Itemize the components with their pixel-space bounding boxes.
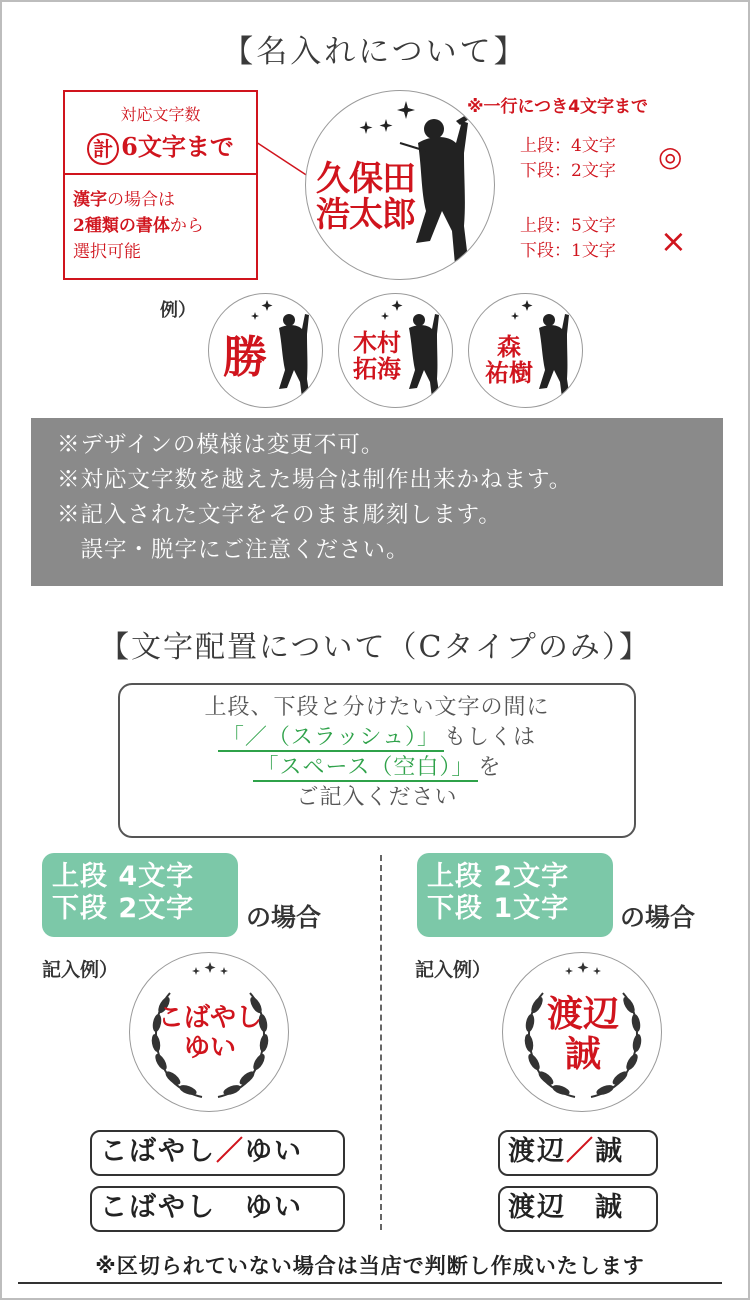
slash-separator: ／ <box>216 1136 245 1167</box>
character-limit-top <box>65 92 256 175</box>
main-golfer-stamp <box>305 90 495 280</box>
total-mark: 計 <box>87 133 119 165</box>
footer-note: ※区切られていない場合は当店で判断し作成いたします <box>18 1250 722 1284</box>
example-stamp <box>338 293 453 408</box>
example-label: 例） <box>160 300 196 321</box>
example-stamp <box>468 293 583 408</box>
entry-example-label: 記入例） <box>415 959 492 981</box>
wreath-stamp-text: 渡辺 誠 <box>546 994 619 1075</box>
wreath-stamp-right <box>502 952 662 1112</box>
instruction-box <box>118 683 636 838</box>
kanji-note-line: 2種類の書体から <box>73 216 204 236</box>
wreath-stamp-text: こばやし ゆい <box>157 1003 262 1063</box>
slash-separator: ／ <box>566 1136 595 1167</box>
entry-box-space-right: 渡辺 誠 <box>498 1186 658 1232</box>
case-suffix: の場合 <box>246 903 322 932</box>
slash-instruction: 「／（スラッシュ）」 <box>218 726 444 752</box>
note-line: ※デザインの模様は変更不可。 <box>57 432 385 458</box>
note-line: ※対応文字数を越えた場合は制作出来かねます。 <box>57 467 573 493</box>
kanji-note-line: 選択可能 <box>73 242 141 262</box>
section-title-layout: 【文字配置について（Cタイプのみ）】 <box>99 630 651 665</box>
entry-box-space-left: こばやし ゆい <box>90 1186 345 1232</box>
layout-pill-left: 上段 4文字 下段 2文字 <box>42 853 238 937</box>
entry-box-slash-right: 渡辺／誠 <box>498 1130 658 1176</box>
example-stamp-text: 勝 <box>223 332 267 383</box>
column-divider <box>380 855 382 1230</box>
kanji-note-line: 漢字の場合は <box>73 190 175 210</box>
stamp-name-text: 久保田 浩太郎 <box>316 159 415 235</box>
notes-panel <box>31 418 723 586</box>
space-instruction: 「スペース（空白）」 <box>253 756 479 782</box>
wreath-stamp-left <box>129 952 289 1112</box>
instruction-line: 「スペース（空白）」 を <box>120 753 634 783</box>
instruction-line: ご記入ください <box>296 785 458 810</box>
case-suffix: の場合 <box>620 903 696 932</box>
ng-example: 上段：5文字 下段：1文字 <box>520 216 616 261</box>
ok-mark-icon: ◎ <box>658 140 683 173</box>
instruction-line: 上段、下段と分けたい文字の間に <box>204 695 550 720</box>
note-line: 誤字・脱字にご注意ください。 <box>57 537 410 563</box>
character-limit-value <box>65 127 256 165</box>
ng-mark-icon: × <box>660 222 687 260</box>
character-limit-box <box>63 90 258 280</box>
example-stamp-text: 木村 拓海 <box>353 329 401 383</box>
ok-example: 上段：4文字 下段：2文字 <box>520 136 616 181</box>
section-title-name-engraving: 【名入れについて】 <box>222 34 528 70</box>
example-stamp-text: 森 祐樹 <box>485 333 533 387</box>
note-line: ※記入された文字をそのまま彫刻します。 <box>57 502 502 528</box>
max-characters: 6文字まで <box>121 132 234 161</box>
layout-pill-right: 上段 2文字 下段 1文字 <box>417 853 613 937</box>
entry-box-slash-left: こばやし／ゆい <box>90 1130 345 1176</box>
instruction-line: 「／（スラッシュ）」 もしくは <box>120 723 634 753</box>
kanji-font-note <box>65 175 256 265</box>
example-stamp <box>208 293 323 408</box>
character-limit-caption: 対応文字数 <box>120 105 201 124</box>
line-rule-note: ※一行につき4文字まで <box>467 97 649 117</box>
entry-example-label: 記入例） <box>42 959 119 981</box>
